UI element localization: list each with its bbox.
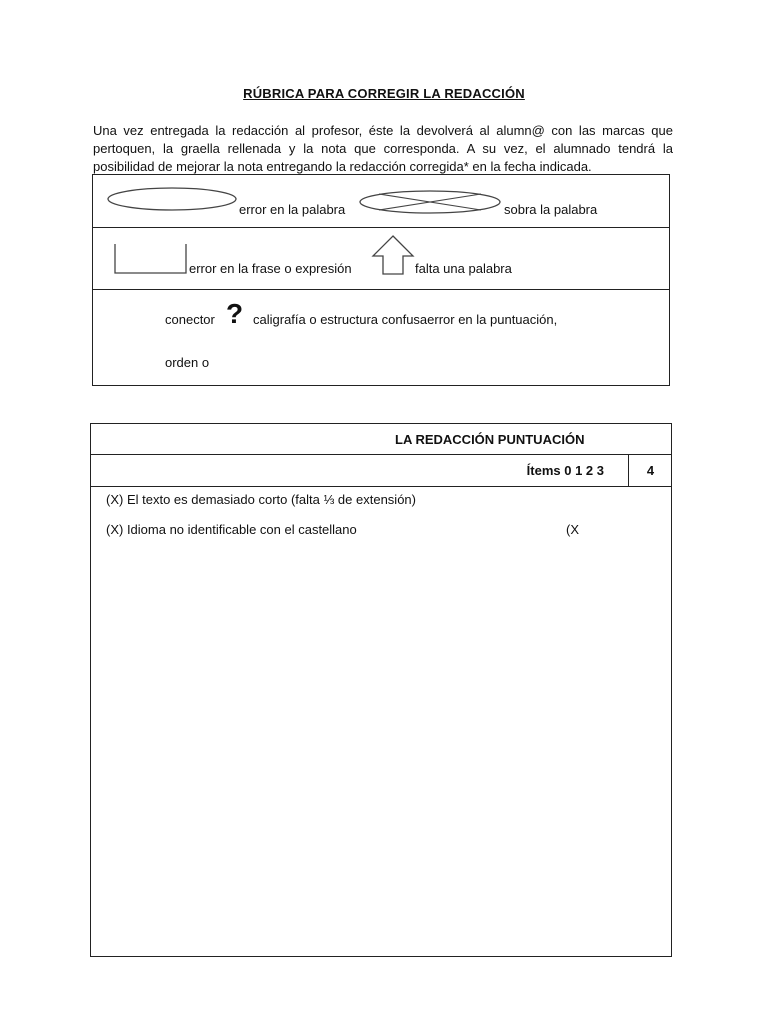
caligrafia-label: caligrafía o estructura confusaerror en la puntuación,: [253, 312, 558, 327]
scoring-header-row: [91, 424, 671, 455]
legend-row-2: [93, 228, 669, 290]
page-title: RÚBRICA PARA CORREGIR LA REDACCIÓN: [243, 86, 525, 101]
up-arrow-icon: [371, 234, 415, 276]
scoring-header: LA REDACCIÓN PUNTUACIÓN: [395, 432, 585, 447]
scoring-items-row: [91, 455, 671, 487]
criterion-short-text: (X) El texto es demasiado corto (falta ⅓ de extensión): [106, 492, 416, 507]
criterion-extra-mark: (X: [566, 522, 579, 537]
question-mark-icon: ?: [226, 298, 244, 329]
items-label: Ítems 0 1 2 3: [526, 463, 604, 478]
orden-label: orden o: [165, 355, 210, 370]
intro-paragraph: Una vez entregada la redacción al profesor, éste la devolverá al alumn@ con las marcas que pertoquen, la graella rellenada y la nota que corresponda. A su vez, el alumnado tendrá la posibilidad de mejorar la nota entregando la redacción corregida* en la fecha indicada.: [93, 123, 673, 174]
conector-label: conector: [165, 312, 215, 327]
scoring-table: [90, 423, 672, 957]
bracket-mark-icon: [113, 242, 189, 276]
marks-legend-table: [92, 174, 670, 386]
error-frase-label: error en la frase o expresión: [189, 261, 352, 276]
criterion-language: (X) Idioma no identificable con el castellano: [106, 522, 357, 537]
max-score-cell: 4: [646, 463, 655, 478]
falta-palabra-label: falta una palabra: [415, 261, 512, 276]
ellipse-mark-icon: [105, 184, 239, 214]
legend-row-1: [93, 175, 669, 228]
sobra-palabra-label: sobra la palabra: [504, 202, 598, 217]
crossed-ellipse-icon: [357, 189, 503, 215]
legend-row-3: [93, 290, 669, 385]
error-palabra-label: error en la palabra: [239, 202, 346, 217]
